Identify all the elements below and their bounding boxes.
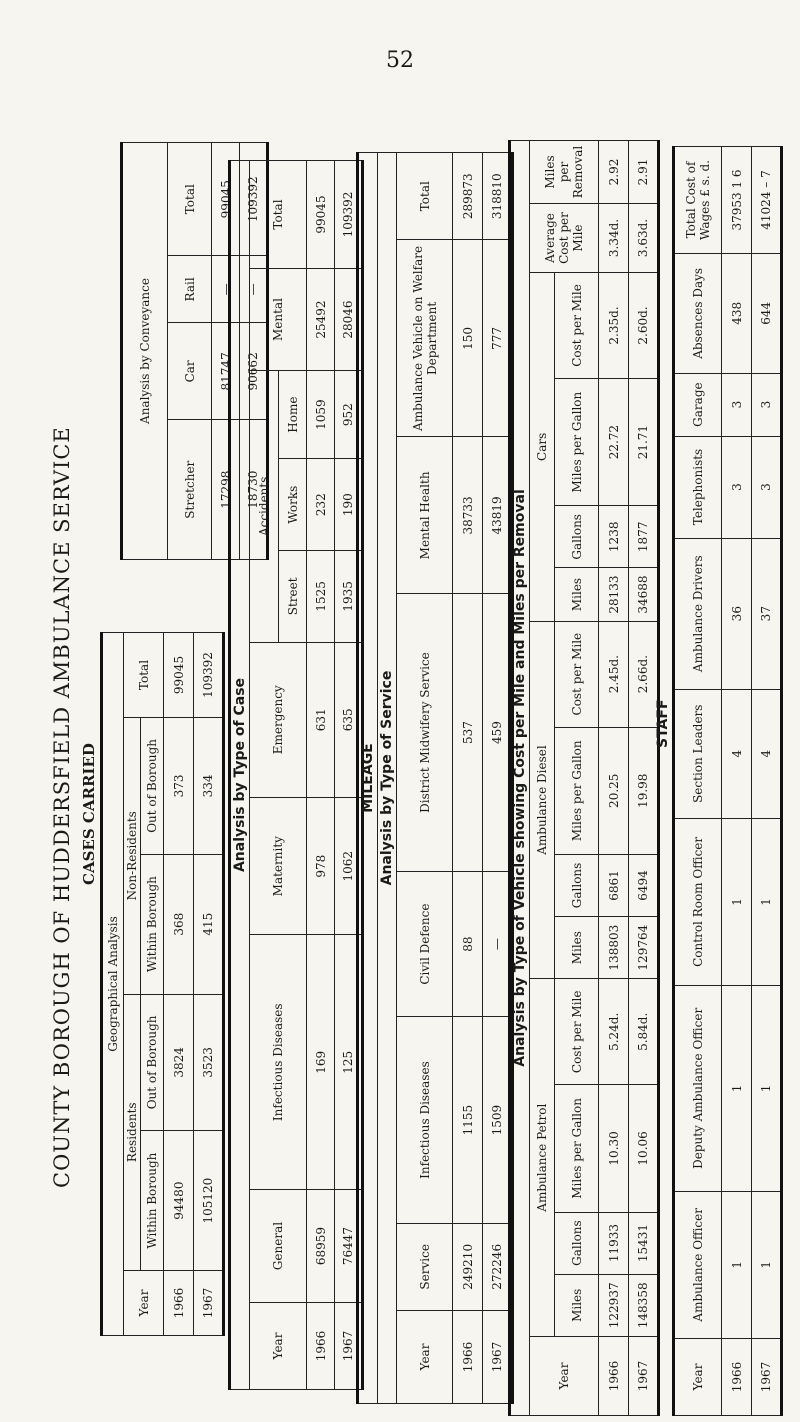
mileage-cell: 249210 [453,1223,483,1310]
vehicle-cell: 10.06 [629,1085,659,1212]
case-cell: 232 [307,459,335,551]
geo-cell: 3523 [194,994,224,1131]
case-cell: 631 [307,642,335,797]
case-cell: 76447 [335,1190,363,1303]
case-cell: 125 [335,935,363,1190]
conv-cell: 109392 [240,143,268,256]
mileage-cell: 777 [483,240,513,437]
staff-cell: 644 [752,254,782,374]
geo-cell: 368 [164,854,194,994]
case-header: Year [250,1303,307,1390]
staff-cell: 3 [752,436,782,538]
staff-cell: 36 [722,538,752,689]
staff-cell: 1 [752,986,782,1192]
geo-header: Within Borough [141,854,164,994]
staff-cell: 3 [722,373,752,436]
case-header: Mental [250,268,307,370]
vehicle-subheader: Miles per Gallon [555,378,599,505]
mileage-cell: 537 [453,594,483,871]
vehicle-cell: 34688 [629,568,659,621]
conv-header: Stretcher [168,420,212,560]
vehicle-cell: 2.92 [599,141,629,204]
vehicle-subheader: Cost per Mile [555,621,599,727]
mileage-cell: 289873 [453,153,483,240]
staff-cell: 1 [722,818,752,985]
vehicle-cell: 148358 [629,1274,659,1336]
mileage-title: MILEAGE [358,153,378,1404]
case-cell: 25492 [307,268,335,370]
geo-header: Out of Borough [141,718,164,855]
staff-cell: 41024 – 7 [752,147,782,254]
vehicle-cell: 1966 [599,1337,629,1416]
vehicle-cell: 1877 [629,506,659,568]
case-cell: 1525 [307,551,335,643]
geo-header-year: Year [124,1271,164,1336]
mileage-section [356,152,514,1404]
vehicle-cell: 2.35d. [599,273,629,379]
geo-cell: 109392 [194,633,224,718]
conv-cell: 18730 [240,420,268,560]
vehicle-subheader: Miles [555,916,599,978]
mileage-table [356,152,514,1404]
case-header: General [250,1190,307,1303]
mileage-cell: 1966 [453,1311,483,1404]
vehicle-table [508,140,660,1416]
conv-cell: — [240,256,268,323]
geo-non-residents: Non-Residents [124,718,141,995]
geo-cell: 1966 [164,1271,194,1336]
staff-cell: 1 [722,1191,752,1338]
vehicle-section [508,140,660,1416]
case-cell: 68959 [307,1190,335,1303]
mileage-subtitle: Analysis by Type of Service [378,153,397,1404]
mileage-cell: 272246 [483,1223,513,1310]
geographical-table [100,632,225,1336]
vehicle-subheader: Gallons [555,506,599,568]
vehicle-subheader: Miles [555,568,599,621]
vehicle-subheader: Gallons [555,1212,599,1274]
staff-cell: 3 [752,373,782,436]
geographical-title: Geographical Analysis [102,633,124,1336]
staff-header: Control Room Officer [674,818,722,985]
vehicle-cell: 10.30 [599,1085,629,1212]
case-cell: 190 [335,459,363,551]
case-cell: 1059 [307,371,335,459]
conv-cell: 99045 [212,143,240,256]
vehicle-subheader: Miles [555,1274,599,1336]
geo-cell: 373 [164,718,194,855]
page-title-block [50,426,74,1188]
case-cell: 169 [307,935,335,1190]
staff-header: Absences Days [674,254,722,374]
mileage-cell: 150 [453,240,483,437]
page-number: 52 [386,48,414,73]
geo-cell: 94480 [164,1131,194,1271]
vehicle-subheader: Miles per Gallon [555,1085,599,1212]
conv-cell: 17298 [212,420,240,560]
mileage-cell: 88 [453,871,483,1017]
mileage-cell: 459 [483,594,513,871]
mileage-header: Service [397,1223,453,1310]
case-title: Analysis by Type of Case [230,161,250,1390]
case-cell: 1967 [335,1303,363,1390]
geo-residents: Residents [124,994,141,1270]
staff-cell: 1 [722,986,752,1192]
conv-cell: 90662 [240,323,268,420]
vehicle-cell: 1967 [629,1337,659,1416]
mileage-header: Total [397,153,453,240]
case-cell: 978 [307,797,335,935]
case-cell: 952 [335,371,363,459]
mileage-header: Year [397,1311,453,1404]
vehicle-cell: 15431 [629,1212,659,1274]
page-title: COUNTY BOROUGH OF HUDDERSFIELD AMBULANCE SERVICE [50,426,74,1188]
vehicle-cell: 2.45d. [599,621,629,727]
vehicle-cell: 5.24d. [599,979,629,1085]
case-cell: 28046 [335,268,363,370]
case-cell: 1966 [307,1303,335,1390]
case-header: Emergency [250,642,307,797]
mileage-cell: 1155 [453,1017,483,1223]
staff-cell: 1967 [752,1339,782,1416]
subtitle-block [80,743,98,885]
vehicle-header-mpr: Miles per Removal [530,141,599,204]
staff-header: Ambulance Officer [674,1191,722,1338]
case-header: Infectious Diseases [250,935,307,1190]
geographical-section [100,632,225,1336]
vehicle-cell: 11933 [599,1212,629,1274]
geo-header: Within Borough [141,1131,164,1271]
conveyance-title: Analysis by Conveyance [122,143,168,560]
staff-cell: 3 [722,436,752,538]
vehicle-cell: 5.84d. [629,979,659,1085]
vehicle-cell: 2.60d. [629,273,659,379]
vehicle-cell: 6861 [599,854,629,916]
staff-cell: 4 [752,689,782,818]
type-of-case-section [228,160,364,1390]
vehicle-group: Ambulance Petrol [530,979,555,1337]
geo-header-total: Total [124,633,164,718]
vehicle-cell: 28133 [599,568,629,621]
case-header: Maternity [250,797,307,935]
staff-header: Deputy Ambulance Officer [674,986,722,1192]
type-of-case-table [228,160,364,1390]
case-header: Street [279,551,307,643]
vehicle-cell: 6494 [629,854,659,916]
vehicle-cell: 138803 [599,916,629,978]
vehicle-title: Analysis by Type of Vehicle showing Cost per Mile and Miles per Removal [510,141,530,1416]
mileage-header: Ambulance Vehicle on Welfare Department [397,240,453,437]
vehicle-subheader: Miles per Gallon [555,727,599,854]
conv-header: Total [168,143,212,256]
vehicle-cell: 3.34d. [599,204,629,273]
mileage-header: Infectious Diseases [397,1017,453,1223]
conv-cell: 81747 [212,323,240,420]
staff-cell: 37 [752,538,782,689]
mileage-header: District Midwifery Service [397,594,453,871]
staff-header: Year [674,1339,722,1416]
case-header: Total [250,161,307,269]
staff-cell: 1 [752,818,782,985]
vehicle-cell: 2.66d. [629,621,659,727]
staff-title: STAFF [655,699,671,748]
geo-header: Out of Borough [141,994,164,1131]
staff-section [672,146,783,1416]
geo-cell: 415 [194,854,224,994]
case-cell: 109392 [335,161,363,269]
vehicle-header-year: Year [530,1337,599,1416]
geo-cell: 3824 [164,994,194,1131]
vehicle-subheader: Gallons [555,854,599,916]
mileage-cell: 318810 [483,153,513,240]
vehicle-group: Ambulance Diesel [530,621,555,979]
conv-header: Rail [168,256,212,323]
case-header: Home [279,371,307,459]
vehicle-group: Cars [530,273,555,622]
mileage-cell: 1509 [483,1017,513,1223]
geo-cell: 334 [194,718,224,855]
mileage-cell: 1967 [483,1311,513,1404]
case-cell: 1062 [335,797,363,935]
vehicle-subheader: Cost per Mile [555,979,599,1085]
mileage-cell: 38733 [453,437,483,594]
staff-table [672,146,783,1416]
vehicle-cell: 122937 [599,1274,629,1336]
case-accidents: Accidents [250,371,279,643]
staff-cell: 4 [722,689,752,818]
vehicle-subheader: Cost per Mile [555,273,599,379]
staff-header: Total Cost of Wages £ s. d. [674,147,722,254]
case-cell: 99045 [307,161,335,269]
mileage-cell: — [483,871,513,1017]
staff-title-block [655,699,671,748]
mileage-header: Mental Health [397,437,453,594]
geo-cell: 1967 [194,1271,224,1336]
staff-header: Garage [674,373,722,436]
vehicle-cell: 3.63d. [629,204,659,273]
staff-cell: 1 [752,1191,782,1338]
mileage-cell: 43819 [483,437,513,594]
geo-cell: 99045 [164,633,194,718]
vehicle-header-avg: Average Cost per Mile [530,204,599,273]
staff-cell: 37953 1 6 [722,147,752,254]
page-subtitle: CASES CARRIED [80,743,98,885]
mileage-header: Civil Defence [397,871,453,1017]
vehicle-cell: 21.71 [629,378,659,505]
conv-cell: — [212,256,240,323]
vehicle-cell: 2.91 [629,141,659,204]
staff-header: Telephonists [674,436,722,538]
vehicle-cell: 20.25 [599,727,629,854]
staff-header: Ambulance Drivers [674,538,722,689]
staff-cell: 438 [722,254,752,374]
vehicle-cell: 19.98 [629,727,659,854]
staff-header: Section Leaders [674,689,722,818]
vehicle-cell: 129764 [629,916,659,978]
case-cell: 1935 [335,551,363,643]
vehicle-cell: 1238 [599,506,629,568]
vehicle-cell: 22.72 [599,378,629,505]
conv-header: Car [168,323,212,420]
staff-cell: 1966 [722,1339,752,1416]
case-header: Works [279,459,307,551]
case-cell: 635 [335,642,363,797]
geo-cell: 105120 [194,1131,224,1271]
